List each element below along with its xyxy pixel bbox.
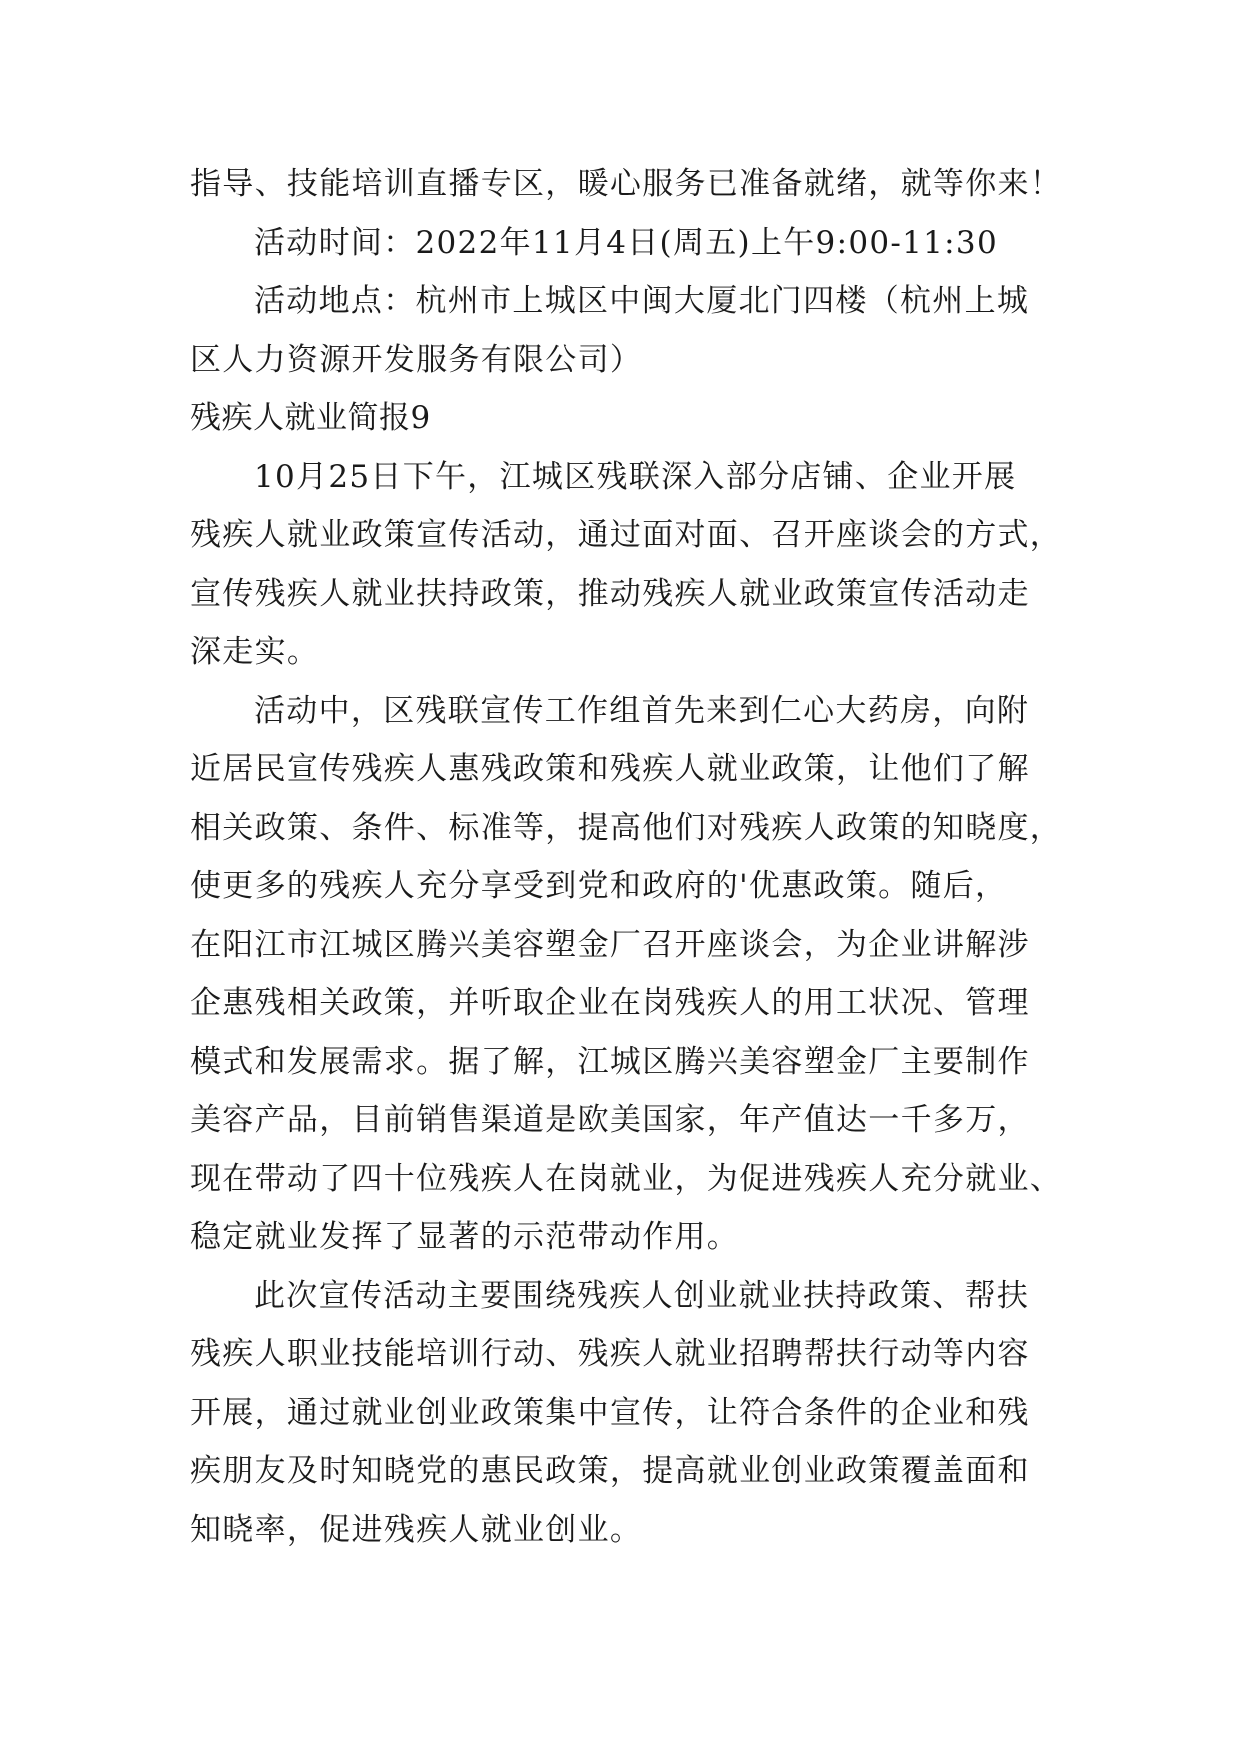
- intro-line: 指导、技能培训直播专区，暖心服务已准备就绪，就等你来！: [190, 166, 1063, 202]
- section-heading: 残疾人就业简报9: [190, 400, 431, 436]
- paragraph-line: 残疾人职业技能培训行动、残疾人就业招聘帮扶行动等内容: [190, 1336, 1030, 1372]
- activity-place-line: 活动地点：杭州市上城区中闽大厦北门四楼（杭州上城: [254, 283, 1030, 319]
- paragraph-line: 模式和发展需求。据了解，江城区腾兴美容塑金厂主要制作: [190, 1043, 1030, 1080]
- paragraph-3: [190, 1267, 1062, 1560]
- activity-place-line: 区人力资源开发服务有限公司）: [190, 341, 643, 378]
- paragraph-line: 知晓率，促进残疾人就业创业。: [190, 1511, 643, 1548]
- paragraph-line: 近居民宣传残疾人惠残政策和残疾人就业政策，让他们了解: [190, 751, 1030, 787]
- paragraph-line: 美容产品，目前销售渠道是欧美国家，年产值达一千多万，: [190, 1102, 1030, 1138]
- paragraph-line: 现在带动了四十位残疾人在岗就业，为促进残疾人充分就业、: [190, 1160, 1063, 1197]
- paragraph-line: 疾朋友及时知晓党的惠民政策，提高就业创业政策覆盖面和: [190, 1453, 1030, 1489]
- paragraph-2: [190, 682, 1062, 1267]
- paragraph-line: 残疾人就业政策宣传活动，通过面对面、召开座谈会的方式，: [190, 517, 1063, 553]
- paragraph-line: 稳定就业发挥了显著的示范带动作用。: [190, 1219, 740, 1255]
- paragraph-line: 宣传残疾人就业扶持政策，推动残疾人就业政策宣传活动走: [190, 575, 1030, 612]
- paragraph-line: 相关政策、条件、标准等，提高他们对残疾人政策的知晓度，: [190, 809, 1063, 846]
- paragraph-line: 活动中，区残联宣传工作组首先来到仁心大药房，向附: [254, 692, 1030, 729]
- document-body: [190, 155, 1062, 1559]
- paragraph-line: 深走实。: [190, 634, 320, 670]
- paragraph-line: 10月25日下午，江城区残联深入部分店铺、企业开展: [254, 458, 1017, 495]
- paragraph-line: 在阳江市江城区腾兴美容塑金厂召开座谈会，为企业讲解涉: [190, 926, 1030, 963]
- paragraph-line: 企惠残相关政策，并听取企业在岗残疾人的用工状况、管理: [190, 985, 1030, 1021]
- paragraph-line: 使更多的残疾人充分享受到党和政府的'优惠政策。随后，: [190, 868, 1008, 904]
- paragraph-line: 开展，通过就业创业政策集中宣传，让符合条件的企业和残: [190, 1394, 1030, 1431]
- paragraph-line: 此次宣传活动主要围绕残疾人创业就业扶持政策、帮扶: [254, 1277, 1030, 1314]
- paragraph-1: [190, 448, 1062, 682]
- activity-time: 活动时间：2022年11月4日(周五)上午9:00-11:30: [254, 224, 998, 261]
